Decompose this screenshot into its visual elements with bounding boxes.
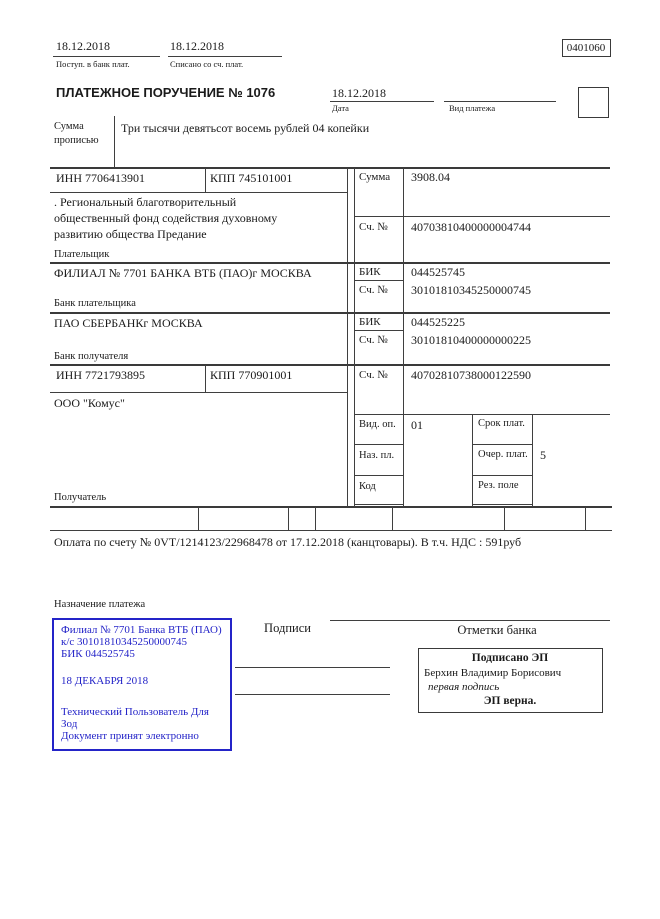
debited-date: 18.12.2018 bbox=[170, 39, 224, 53]
payer-name-line3: развитию общества Предание bbox=[54, 227, 207, 241]
eds-signer-name: Берхин Владимир Борисович bbox=[424, 667, 562, 679]
payer-bank-bik-label: БИК bbox=[359, 266, 381, 278]
reserve-field-label: Рез. поле bbox=[478, 480, 519, 491]
rule bbox=[50, 392, 347, 393]
payer-account: 40703810400000004744 bbox=[411, 220, 531, 234]
payer-bank-account: 30101810345250000745 bbox=[411, 283, 531, 297]
rule bbox=[354, 330, 403, 331]
rule bbox=[50, 312, 610, 314]
rule bbox=[205, 168, 206, 192]
payer-account-label: Сч. № bbox=[359, 221, 388, 233]
payment-purpose-text: Оплата по счету № 0VT/1214123/22968478 от 17.12.2018 (канцтовары). В т.ч. НДС : 591руб bbox=[54, 535, 522, 549]
signature-line-1 bbox=[235, 667, 390, 668]
pay-order-label: Очер. плат. bbox=[478, 449, 528, 460]
bank-note-line5: Технический Пользователь Для bbox=[61, 706, 209, 718]
bank-note-line7: Документ принят электронно bbox=[61, 730, 199, 742]
payee-account: 40702810738000122590 bbox=[411, 368, 531, 382]
code-label: Код bbox=[359, 481, 376, 492]
signatures-label: Подписи bbox=[264, 621, 311, 635]
debited-label: Списано со сч. плат. bbox=[170, 59, 244, 69]
rule bbox=[354, 168, 355, 507]
rule bbox=[50, 364, 610, 366]
rule bbox=[472, 414, 473, 507]
payee-bank-bik-label: БИК bbox=[359, 316, 381, 328]
document-date: 18.12.2018 bbox=[332, 86, 386, 100]
rule bbox=[288, 507, 289, 530]
amount-in-words: Три тысячи девятьсот восемь рублей 04 копейки bbox=[121, 121, 370, 135]
amount-words-label-2: прописью bbox=[54, 135, 99, 146]
rule bbox=[504, 507, 505, 530]
payee-bank-name: ПАО СБЕРБАНКг МОСКВА bbox=[54, 316, 203, 330]
received-in-bank-date: 18.12.2018 bbox=[56, 39, 110, 53]
bank-note-line6: Зод bbox=[61, 718, 78, 730]
bank-note-date: 18 ДЕКАБРЯ 2018 bbox=[61, 675, 149, 687]
payer-name-line2: общественный фонд содействия духовному bbox=[54, 211, 278, 225]
payee-bank-label: Банк получателя bbox=[54, 351, 129, 362]
payee-bank-account-label: Сч. № bbox=[359, 334, 388, 346]
rule bbox=[50, 262, 610, 264]
rule bbox=[50, 167, 610, 169]
bank-note-line3: БИК 044525745 bbox=[61, 648, 135, 660]
rule bbox=[50, 530, 612, 531]
rule bbox=[53, 56, 160, 57]
eds-valid-label: ЭП верна. bbox=[483, 695, 537, 707]
rule bbox=[114, 116, 115, 168]
rule bbox=[354, 216, 610, 217]
rule bbox=[168, 56, 282, 57]
payer-bank-label: Банк плательщика bbox=[54, 298, 136, 309]
eds-signed-label: Подписано ЭП bbox=[471, 652, 549, 664]
received-in-bank-label: Поступ. в банк плат. bbox=[56, 59, 130, 69]
rule bbox=[354, 444, 403, 445]
op-type-label: Вид. оп. bbox=[359, 419, 396, 430]
rule bbox=[472, 475, 532, 476]
payee-bank-bik: 044525225 bbox=[411, 315, 465, 329]
pay-order-value: 5 bbox=[540, 448, 546, 462]
bank-electronic-note bbox=[52, 618, 232, 751]
rule bbox=[50, 506, 612, 508]
rule bbox=[354, 504, 403, 505]
rule bbox=[585, 507, 586, 530]
date-label: Дата bbox=[332, 103, 349, 113]
rule bbox=[354, 280, 403, 281]
rule bbox=[354, 475, 403, 476]
rule bbox=[347, 168, 348, 507]
rule bbox=[532, 414, 533, 507]
rule bbox=[472, 504, 532, 505]
bank-note-line1: Филиал № 7701 Банка ВТБ (ПАО) bbox=[61, 624, 222, 636]
payee-name: ООО "Комус" bbox=[54, 396, 125, 410]
rule bbox=[50, 192, 347, 193]
rule bbox=[330, 101, 434, 102]
rule bbox=[403, 168, 404, 507]
rule bbox=[315, 507, 316, 530]
payment-type-label: Вид платежа bbox=[449, 103, 496, 113]
payer-label: Плательщик bbox=[54, 249, 110, 260]
payee-label: Получатель bbox=[54, 492, 107, 503]
payer-bank-bik: 044525745 bbox=[411, 265, 465, 279]
sum-label: Сумма bbox=[359, 171, 391, 183]
payer-name-line1: . Региональный благотворительный bbox=[54, 195, 237, 209]
bank-note-line2: к/с 30101810345250000745 bbox=[61, 636, 188, 648]
bank-marks-label: Отметки банка bbox=[457, 623, 537, 637]
payment-type-box bbox=[578, 87, 609, 118]
rule bbox=[330, 620, 610, 621]
payer-inn: ИНН 7706413901 bbox=[56, 171, 145, 185]
sum-value: 3908.04 bbox=[411, 170, 450, 184]
rule bbox=[444, 101, 556, 102]
pay-purpose-label: Наз. пл. bbox=[359, 450, 395, 461]
rule bbox=[198, 507, 199, 530]
rule bbox=[472, 444, 532, 445]
pay-term-label: Срок плат. bbox=[478, 418, 525, 429]
signature-line-2 bbox=[235, 694, 390, 695]
payment-purpose-label: Назначение платежа bbox=[54, 599, 146, 610]
rule bbox=[354, 414, 610, 415]
payer-kpp: КПП 745101001 bbox=[210, 171, 293, 185]
payer-bank-account-label: Сч. № bbox=[359, 284, 388, 296]
op-type-value: 01 bbox=[411, 418, 423, 432]
rule bbox=[205, 365, 206, 392]
payer-bank-name: ФИЛИАЛ № 7701 БАНКА ВТБ (ПАО)г МОСКВА bbox=[54, 266, 312, 280]
eds-first-signature-label: первая подпись bbox=[428, 681, 500, 693]
payee-kpp: КПП 770901001 bbox=[210, 368, 293, 382]
form-code-box bbox=[562, 39, 611, 57]
payee-account-label: Сч. № bbox=[359, 369, 388, 381]
document-title: ПЛАТЕЖНОЕ ПОРУЧЕНИЕ № 1076 bbox=[56, 85, 276, 100]
rule bbox=[392, 507, 393, 530]
payee-inn: ИНН 7721793895 bbox=[56, 368, 145, 382]
payee-bank-account: 30101810400000000225 bbox=[411, 333, 531, 347]
form-code: 0401060 bbox=[566, 42, 606, 54]
amount-words-label-1: Сумма bbox=[54, 121, 84, 132]
eds-stamp-box bbox=[418, 648, 603, 713]
